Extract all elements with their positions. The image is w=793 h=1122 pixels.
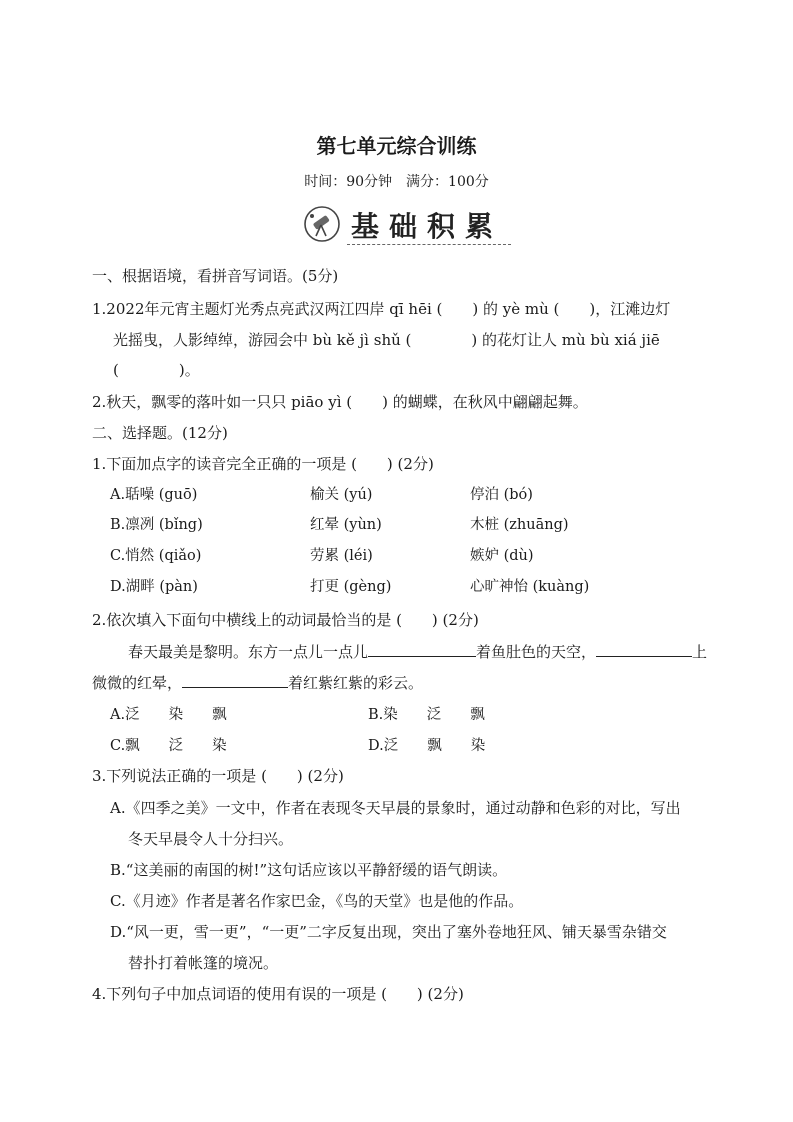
- option-d-word-3: 心旷神怡 (kuàng): [470, 579, 590, 595]
- option-a-word-2: 榆关 (yú): [310, 487, 373, 503]
- option-b-word-3: 木桩 (zhuāng): [470, 517, 569, 533]
- question-1-2: 2.秋天，飘零的落叶如一只只 piāo yì ( ) 的蝴蝶，在秋风中翩翩起舞。: [92, 393, 588, 411]
- option-d-line2: 替扑打着帐篷的境况。: [128, 954, 279, 972]
- answer-blank[interactable]: [596, 642, 692, 657]
- option-c: C.《月迹》作者是著名作家巴金，《鸟的天堂》也是他的作品。: [110, 892, 524, 910]
- option-a-line2: 冬天早晨令人十分扫兴。: [128, 830, 294, 848]
- option-a-word-1: A.聒噪 (guō): [110, 487, 198, 503]
- passage-text: 上: [692, 643, 708, 661]
- passage-text: 春天最美是黎明。东方一点儿一点儿: [128, 643, 369, 661]
- option-b: B.“这美丽的南国的树!”这句话应该以平静舒缓的语气朗读。: [110, 861, 508, 879]
- section-heading-2: 二、选择题。(12分): [92, 424, 228, 442]
- passage-text: 微微的红晕，: [92, 674, 183, 692]
- section-banner: [303, 203, 513, 247]
- question-2-2-stem: 2.依次填入下面句中横线上的动词最恰当的是 ( ) (2分): [92, 611, 479, 629]
- option-a: A.泛 染 飘: [110, 707, 227, 723]
- question-2-2-passage-line2: [92, 672, 423, 693]
- answer-blank[interactable]: [368, 642, 476, 657]
- question-1-1-line3: ( )。: [113, 361, 200, 379]
- option-d-word-1: D.湖畔 (pàn): [110, 579, 198, 595]
- question-2-1-stem: 1.下面加点字的读音完全正确的一项是 ( ) (2分): [92, 455, 434, 473]
- banner-underline: [347, 244, 511, 245]
- section-heading-1: 一、根据语境，看拼音写词语。(5分): [92, 267, 339, 285]
- question-2-4-stem: 4.下列句子中加点词语的使用有误的一项是 ( ) (2分): [92, 985, 464, 1003]
- question-2-2-passage-line1: [128, 641, 707, 662]
- option-d: D.泛 飘 染: [368, 738, 486, 754]
- question-1-1-line1: 1.2022年元宵主题灯光秀点亮武汉两江四岸 qī hēi ( ) 的 yè mù ( )，江滩边灯: [92, 300, 671, 318]
- answer-blank[interactable]: [182, 673, 288, 688]
- option-a-word-3: 停泊 (bó): [470, 487, 533, 503]
- option-b-word-1: B.凛冽 (bǐng): [110, 517, 203, 533]
- banner-label: 基础积累: [351, 210, 504, 243]
- passage-text: 着鱼肚色的天空，: [476, 643, 597, 661]
- option-c-word-1: C.悄然 (qiǎo): [110, 548, 202, 564]
- option-c: C.飘 泛 染: [110, 738, 227, 754]
- page-title: 第七单元综合训练: [316, 134, 477, 158]
- option-b: B.染 泛 飘: [368, 707, 485, 723]
- option-d-word-2: 打更 (gèng): [310, 579, 392, 595]
- passage-text: 着红紫红紫的彩云。: [288, 674, 424, 692]
- question-2-3-stem: 3.下列说法正确的一项是 ( ) (2分): [92, 767, 344, 785]
- telescope-icon: [303, 205, 341, 243]
- option-d-line1: D.“风一更，雪一更”，“一更”二字反复出现，突出了塞外卷地狂风、铺天暴雪杂错交: [110, 923, 667, 941]
- option-c-word-3: 嫉妒 (dù): [470, 548, 534, 564]
- question-1-1-line2: 光摇曳，人影绰绰，游园会中 bù kě jì shǔ ( ) 的花灯让人 mù bù xiá jiē: [113, 331, 660, 349]
- option-b-word-2: 红晕 (yùn): [310, 517, 382, 533]
- option-a-line1: A.《四季之美》一文中，作者在表现冬天早晨的景象时，通过动静和色彩的对比，写出: [110, 799, 681, 817]
- option-c-word-2: 劳累 (léi): [310, 548, 373, 564]
- exam-time-score: 时间：90分钟 满分：100分: [304, 174, 489, 190]
